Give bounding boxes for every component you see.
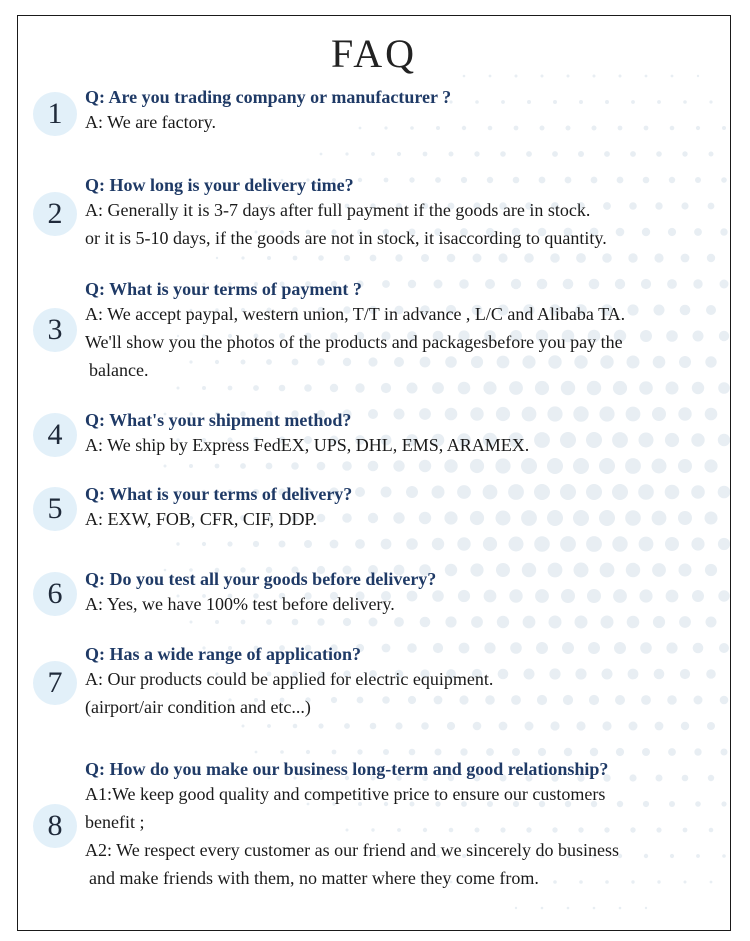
faq-frame	[17, 15, 731, 931]
faq-answer-line: A: Yes, we have 100% test before delivery.	[85, 594, 395, 614]
page-title: FAQ	[330, 31, 418, 76]
faq-answer-line: A: Generally it is 3-7 days after full payment if the goods are in stock.	[85, 200, 591, 220]
faq-answer-line: and make friends with them, no matter where they come from.	[89, 868, 539, 888]
item-number-badge: 5	[33, 487, 77, 531]
faq-question: Q: Do you test all your goods before delivery?	[85, 569, 437, 589]
faq-question: Q: How long is your delivery time?	[85, 175, 354, 195]
faq-answer-line: A: We ship by Express FedEX, UPS, DHL, EMS, ARAMEX.	[85, 435, 530, 455]
item-number-badge: 3	[33, 308, 77, 352]
faq-qa	[85, 86, 725, 136]
faq-qa	[85, 174, 725, 252]
faq-answer-line: A: We are factory.	[85, 112, 216, 132]
faq-question: Q: Has a wide range of application?	[85, 644, 362, 664]
faq-answer-line: A2: We respect every customer as our friend and we sincerely do business	[85, 840, 620, 860]
faq-answer-line: balance.	[89, 360, 149, 380]
faq-answer-line: benefit ;	[85, 812, 145, 832]
faq-qa	[85, 409, 725, 459]
faq-answer-line: or it is 5-10 days, if the goods are not in stock, it isaccording to quantity.	[85, 228, 607, 248]
faq-qa	[85, 758, 725, 892]
faq-qa	[85, 643, 725, 721]
faq-answer-line: A: Our products could be applied for electric equipment.	[85, 669, 494, 689]
faq-question: Q: What is your terms of payment ?	[85, 279, 362, 299]
item-number-badge: 7	[33, 661, 77, 705]
faq-qa	[85, 278, 725, 384]
faq-question: Q: How do you make our business long-term and good relationship?	[85, 759, 609, 779]
faq-answer-line: A: We accept paypal, western union, T/T in advance , L/C and Alibaba TA.	[85, 304, 626, 324]
faq-question: Q: What is your terms of delivery?	[85, 484, 353, 504]
faq-question: Q: What's your shipment method?	[85, 410, 352, 430]
item-number-badge: 4	[33, 413, 77, 457]
faq-answer-line: (airport/air condition and etc...)	[85, 697, 311, 717]
faq-question: Q: Are you trading company or manufacturer ?	[85, 87, 452, 107]
faq-qa	[85, 568, 725, 618]
item-number-badge: 1	[33, 92, 77, 136]
faq-answer-line: We'll show you the photos of the products and packagesbefore you pay the	[85, 332, 623, 352]
item-number-badge: 6	[33, 572, 77, 616]
item-number-badge: 2	[33, 192, 77, 236]
faq-qa	[85, 483, 725, 533]
item-number-badge: 8	[33, 804, 77, 848]
faq-answer-line: A: EXW, FOB, CFR, CIF, DDP.	[85, 509, 317, 529]
faq-answer-line: A1:We keep good quality and competitive price to ensure our customers	[85, 784, 606, 804]
